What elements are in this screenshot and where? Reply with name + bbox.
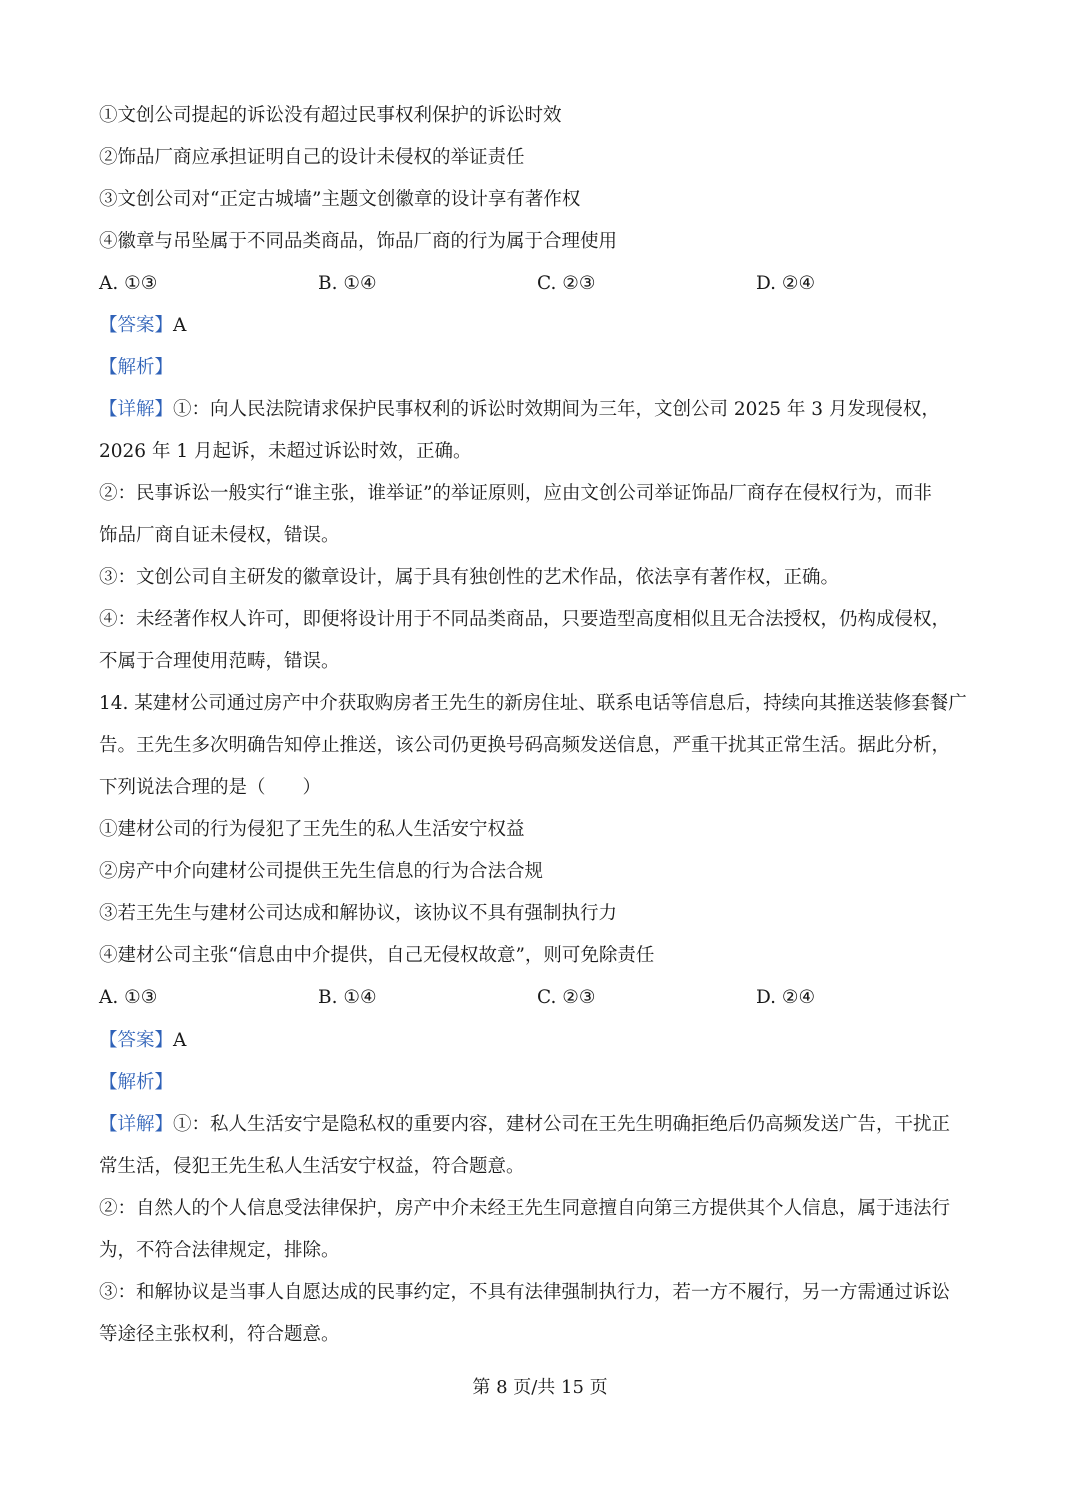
q14-options — [99, 986, 999, 1010]
q13-analysis — [99, 356, 1020, 380]
q13-option-c: C. ②③ — [537, 273, 596, 294]
q14-statement-1: ①建材公司的行为侵犯了王先生的私人生活安宁权益 — [99, 819, 525, 840]
q14-option-b: B. ①④ — [318, 987, 377, 1008]
page-number: 第 8 页/共 15 页 — [472, 1377, 608, 1398]
detail-tag: 【详解】 — [99, 1114, 174, 1135]
analysis-tag: 【解析】 — [99, 357, 174, 378]
q13-detail-line-5: ③：文创公司自主研发的徽章设计，属于具有独创性的艺术作品，依法享有著作权，正确。 — [99, 567, 840, 588]
q13-option-a: A. ①③ — [99, 273, 158, 294]
q14-statement-4: ④建材公司主张“信息由中介提供，自己无侵权故意”，则可免除责任 — [99, 945, 655, 966]
q14-detail-line-2: 常生活，侵犯王先生私人生活安宁权益，符合题意。 — [99, 1156, 525, 1177]
q14-stem-line-1: 14. 某建材公司通过房产中介获取购房者王先生的新房住址、联系电话等信息后，持续向其推送装修套餐广 — [99, 693, 967, 714]
q14-detail-line-3: ②：自然人的个人信息受法律保护，房产中介未经王先生同意擅自向第三方提供其个人信息，属于违法行 — [99, 1198, 951, 1219]
q13-detail-line-3: ②：民事诉讼一般实行“谁主张，谁举证”的举证原则，应由文创公司举证饰品厂商存在侵权行为，而非 — [99, 483, 932, 504]
q13-detail-line-1 — [99, 398, 1020, 422]
q13-detail-line-4: 饰品厂商自证未侵权，错误。 — [99, 525, 340, 546]
q14-detail-line-6: 等途径主张权利，符合题意。 — [99, 1324, 340, 1345]
q13-option-d: D. ②④ — [756, 273, 816, 294]
answer-value: A — [173, 315, 187, 336]
q13-statement-3: ③文创公司对“正定古城墙”主题文创徽章的设计享有著作权 — [99, 189, 581, 210]
answer-tag: 【答案】 — [99, 1030, 174, 1051]
detail-text: ①：向人民法院请求保护民事权利的诉讼时效期间为三年，文创公司 2025 年 3 月发现侵权， — [173, 399, 940, 420]
q14-option-c: C. ②③ — [537, 987, 596, 1008]
q14-detail-line-5: ③：和解协议是当事人自愿达成的民事约定，不具有法律强制执行力，若一方不履行，另一方需通过诉讼 — [99, 1282, 951, 1303]
q14-option-a: A. ①③ — [99, 987, 158, 1008]
q14-answer — [99, 1029, 1020, 1053]
q13-detail-line-6: ④：未经著作权人许可，即便将设计用于不同品类商品，只要造型高度相似且无合法授权，仍构成侵权， — [99, 609, 951, 630]
q14-analysis — [99, 1071, 1020, 1095]
q13-option-b: B. ①④ — [318, 273, 377, 294]
q13-statement-4: ④徽章与吊坠属于不同品类商品，饰品厂商的行为属于合理使用 — [99, 231, 618, 252]
detail-text: ①：私人生活安宁是隐私权的重要内容，建材公司在王先生明确拒绝后仍高频发送广告，干扰正 — [173, 1114, 951, 1135]
q14-stem-line-3: 下列说法合理的是（ ） — [99, 777, 322, 798]
q13-detail-line-2: 2026 年 1 月起诉，未超过诉讼时效，正确。 — [99, 441, 472, 462]
q13-detail-line-7: 不属于合理使用范畴，错误。 — [99, 651, 340, 672]
q13-statement-2: ②饰品厂商应承担证明自己的设计未侵权的举证责任 — [99, 147, 525, 168]
q13-options — [99, 272, 999, 296]
q14-option-d: D. ②④ — [756, 987, 816, 1008]
answer-value: A — [173, 1030, 187, 1051]
detail-tag: 【详解】 — [99, 399, 174, 420]
q14-detail-line-1 — [99, 1113, 1020, 1137]
q14-detail-line-4: 为，不符合法律规定，排除。 — [99, 1240, 340, 1261]
q14-stem-line-2: 告。王先生多次明确告知停止推送，该公司仍更换号码高频发送信息，严重干扰其正常生活。据此分析， — [99, 735, 951, 756]
q13-answer — [99, 314, 1020, 338]
answer-tag: 【答案】 — [99, 315, 174, 336]
q13-statement-1: ①文创公司提起的诉讼没有超过民事权利保护的诉讼时效 — [99, 105, 562, 126]
q14-statement-3: ③若王先生与建材公司达成和解协议，该协议不具有强制执行力 — [99, 903, 618, 924]
analysis-tag: 【解析】 — [99, 1072, 174, 1093]
q14-statement-2: ②房产中介向建材公司提供王先生信息的行为合法合规 — [99, 861, 544, 882]
